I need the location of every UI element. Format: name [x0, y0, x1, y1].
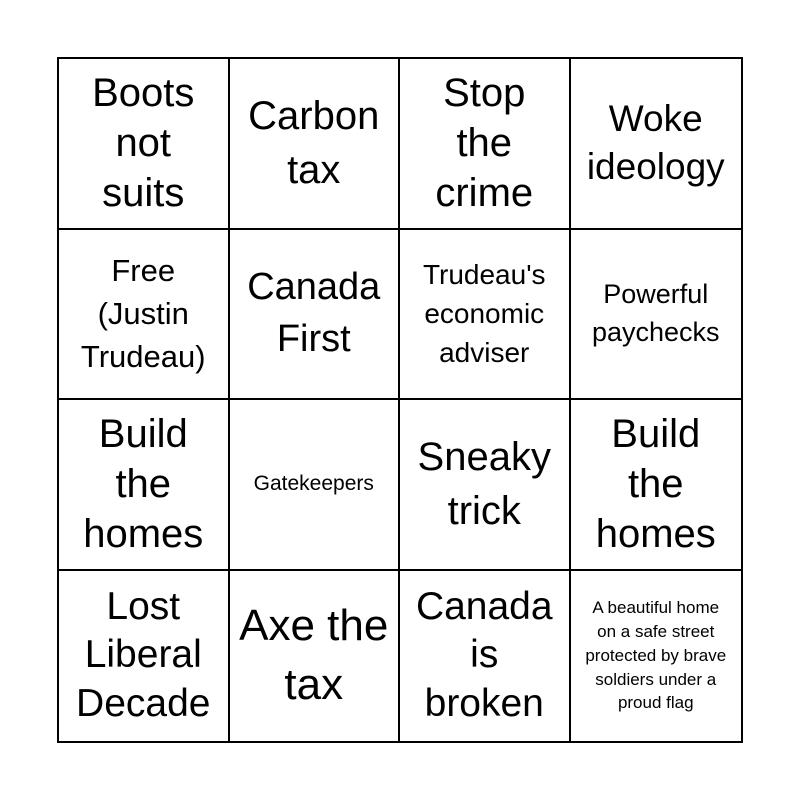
- cell-label: Canada First: [247, 266, 381, 360]
- bingo-cell-carbon-tax[interactable]: [230, 59, 401, 230]
- bingo-cell-gatekeepers[interactable]: [230, 400, 401, 571]
- bingo-cell-beautiful-home-proud-flag[interactable]: [571, 571, 742, 742]
- cell-label: Canada is broken: [415, 584, 553, 726]
- bingo-cell-free-justin-trudeau[interactable]: [59, 230, 230, 401]
- bingo-cell-build-the-homes-2[interactable]: [571, 400, 742, 571]
- cell-label: Sneaky trick: [417, 435, 551, 534]
- bingo-cell-axe-the-tax[interactable]: [230, 571, 401, 742]
- bingo-cell-sneaky-trick[interactable]: [400, 400, 571, 571]
- cell-label: Free (Justin Trudeau): [80, 252, 206, 375]
- cell-label: Woke ideology: [586, 98, 725, 188]
- cell-label: Trudeau's economic adviser: [422, 258, 546, 369]
- cell-label: Axe the tax: [239, 601, 389, 709]
- bingo-cell-powerful-paychecks[interactable]: [571, 230, 742, 401]
- bingo-board: [57, 57, 743, 743]
- cell-label: Powerful paychecks: [591, 278, 720, 347]
- cell-label: Lost Liberal Decade: [76, 584, 211, 726]
- cell-label: A beautiful home on a safe street protected by brave soldiers under a proud flag: [585, 598, 727, 713]
- bingo-cell-boots-not-suits[interactable]: [59, 59, 230, 230]
- bingo-cell-stop-the-crime[interactable]: [400, 59, 571, 230]
- bingo-cell-canada-is-broken[interactable]: [400, 571, 571, 742]
- bingo-cell-canada-first[interactable]: [230, 230, 401, 401]
- cell-label: Gatekeepers: [253, 472, 374, 496]
- cell-label: Stop the crime: [435, 71, 534, 216]
- bingo-cell-woke-ideology[interactable]: [571, 59, 742, 230]
- bingo-cell-lost-liberal-decade[interactable]: [59, 571, 230, 742]
- cell-label: Boots not suits: [92, 71, 195, 216]
- bingo-cell-trudeaus-economic-adviser[interactable]: [400, 230, 571, 401]
- bingo-cell-build-the-homes[interactable]: [59, 400, 230, 571]
- cell-label: Carbon tax: [248, 94, 380, 193]
- cell-label: Build the homes: [595, 412, 716, 557]
- cell-label: Build the homes: [83, 412, 204, 557]
